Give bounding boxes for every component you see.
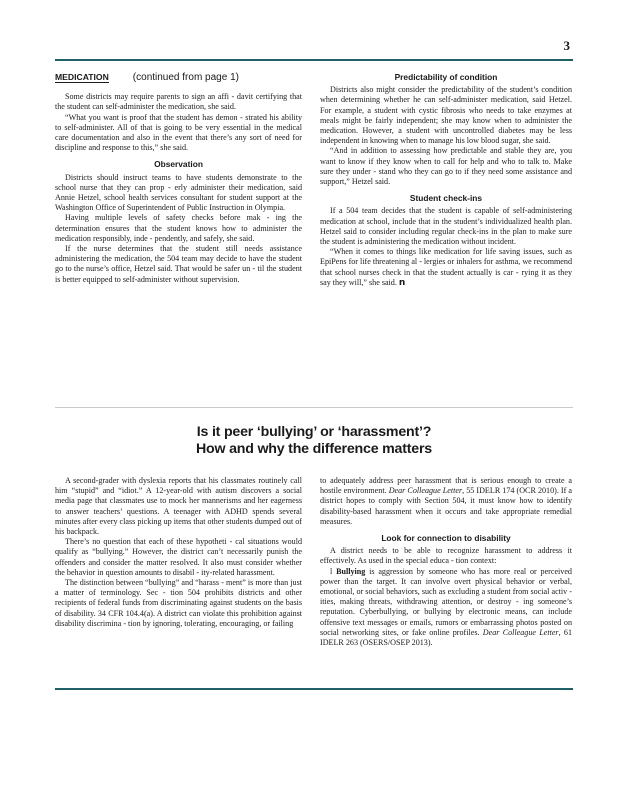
section-heading-observation: Observation — [154, 159, 203, 170]
paragraph-text: “When it comes to things like medication for life saving issues, such as EpiPens for life threatening al - lergies or inhalers for asthma, we recommend that school nurses check in that the student actually is car - rying it as they say they will,” she said. — [320, 247, 572, 287]
section-divider — [55, 407, 573, 408]
section-heading-look-for-connection: Look for connection to disability — [381, 533, 511, 544]
citation: Dear Colleague Letter — [388, 486, 463, 496]
headline-line-2: How and why the difference matters — [195, 441, 432, 457]
column-top-right — [320, 72, 572, 288]
masthead-continued: (continued from page 1) — [132, 72, 239, 83]
column-top-left — [55, 72, 302, 285]
citation: 34 CFR 104.4(a). — [97, 608, 155, 618]
paragraph-text: is aggression by someone who has more real or perceived power than the target. It can involve overt physical behavior or verbal, emotional, or social behaviors, such as excluding a student from social activ - ities, making threats, withdrawing attention, or destroy - ing someone’s reputation. Cyberbullying, or bullying by electronic means, can include offensive text messages or emails, rumors or embarrassing photos posted on social networking sites, or fake online profiles. — [320, 566, 572, 637]
paragraph — [320, 476, 572, 527]
paragraph — [320, 247, 572, 288]
term-bullying: Bullying — [336, 566, 366, 576]
paragraph: If a 504 team decides that the student is capable of self-administering medication at school, include that in the student’s individualized health plan. Hetzel said to consider including regular check-ins in the plan to make sure the student is administering the medication without incident. — [320, 206, 572, 247]
citation: Dear Colleague Letter — [482, 627, 559, 637]
paragraph: Having multiple levels of safety checks before mak - ing the determination ensures that the student knows how to administer the medication responsibly, inde - pendently, and safely, she said. — [55, 213, 302, 243]
paragraph: There’s no question that each of these hypotheti - cal situations would qualify as “bullying.” However, the district can’t necessarily punish the offenders and consider the matter resolved. It also must consider whether the behavior in question amounts to disabil - ity-related harassment. — [55, 537, 302, 577]
headline-line-1: Is it peer ‘bullying’ or ‘harassment’? — [196, 424, 432, 440]
paragraph-text: A district can violate this prohibition against disability discrimina - tion by ignoring, tolerating, encouraging, or failing — [55, 608, 303, 628]
paragraph-text: , 55 IDELR 174 (OCR 2010). If a district hopes to comply with Section 504, it must know how to identify disability-based harassment when it occurs and take appropriate remedial measures. — [320, 486, 572, 526]
page-number: 3 — [563, 38, 570, 53]
top-rule — [55, 59, 573, 61]
paragraph: Districts should instruct teams to have students demonstrate to the school nurse that they can prop - erly administer their medication, said Annie Hetzel, school health services consultant for student support at the Washington Office of Superintendent of Public Instruction in Olympia. — [55, 172, 302, 213]
paragraph: A second-grader with dyslexia reports that his classmates routinely call him “stupid” and “idiot.” A 12-year-old with autism discovers a social media page that classmates use to mock her mannerisms and her eagerness to answer teachers’ questions. A teenager with ADHD spends several minutes after every class picking up items that other students dumped out of his backpack. — [55, 476, 302, 537]
paragraph: Districts also might consider the predictability of the student’s condition when determining whether he can self-administer medication, said Hetzel. For example, a student with cystic fibrosis who needs to take enzymes at meals might be fairly independent; she may know when to administer the medication. However, a student with uncontrolled diabetes may be less independent in knowing when to manage his low blood sugar, she said. — [320, 85, 572, 146]
paragraph — [55, 578, 302, 629]
paragraph-text: to adequately address peer harassment that is serious enough to create a hostile environment. — [320, 476, 572, 496]
paragraph: “And in addition to assessing how predictable and stable they are, you want to know if they know when to call for help and who to talk to. Make sure they under - stand who they can go to if they need some assistance and support,” Hetzel said. — [320, 146, 572, 187]
section-heading-check-ins: Student check-ins — [409, 193, 483, 204]
paragraph-text: , 61 IDELR 263 (OSERS/OSEP 2013). — [320, 627, 572, 648]
masthead — [55, 72, 302, 83]
masthead-label: MEDICATION — [55, 72, 109, 82]
paragraph-text: The distinction between “bullying” and “harass - ment” is more than just a matter of terminology. Sec - tion 504 prohibits districts and other recipients of federal funds from discriminating against students on the basis of disability. — [55, 578, 302, 618]
paragraph: A district needs to be able to recognize harassment to address it effectively. As used in the special educa - tion context: — [320, 546, 572, 566]
paragraph: Some districts may require parents to sign an affi - davit certifying that the student can self-administer the medication, she said. — [55, 92, 302, 112]
column-bottom-right — [320, 476, 572, 648]
column-bottom-left — [55, 476, 302, 629]
paragraph: If the nurse determines that the student still needs assistance administering the medication, the 504 team may decide to have the student go to the nurse’s office, Hetzel said. That would be safer un - til the student is better equipped to self-administer without supervision. — [55, 244, 302, 284]
bullet-icon: l — [330, 566, 333, 576]
paragraph — [320, 567, 572, 649]
article-headline — [55, 424, 573, 458]
paragraph: “What you want is proof that the student has demon - strated his ability to self-administer. All of that is going to be very essential in the medical care documentation and also in the event that there’s any sort of need for discipline and response to this,” she said. — [55, 112, 302, 153]
section-heading-predictability: Predictability of condition — [394, 72, 498, 82]
end-mark-icon: n — [398, 277, 406, 288]
bottom-rule — [55, 688, 573, 690]
